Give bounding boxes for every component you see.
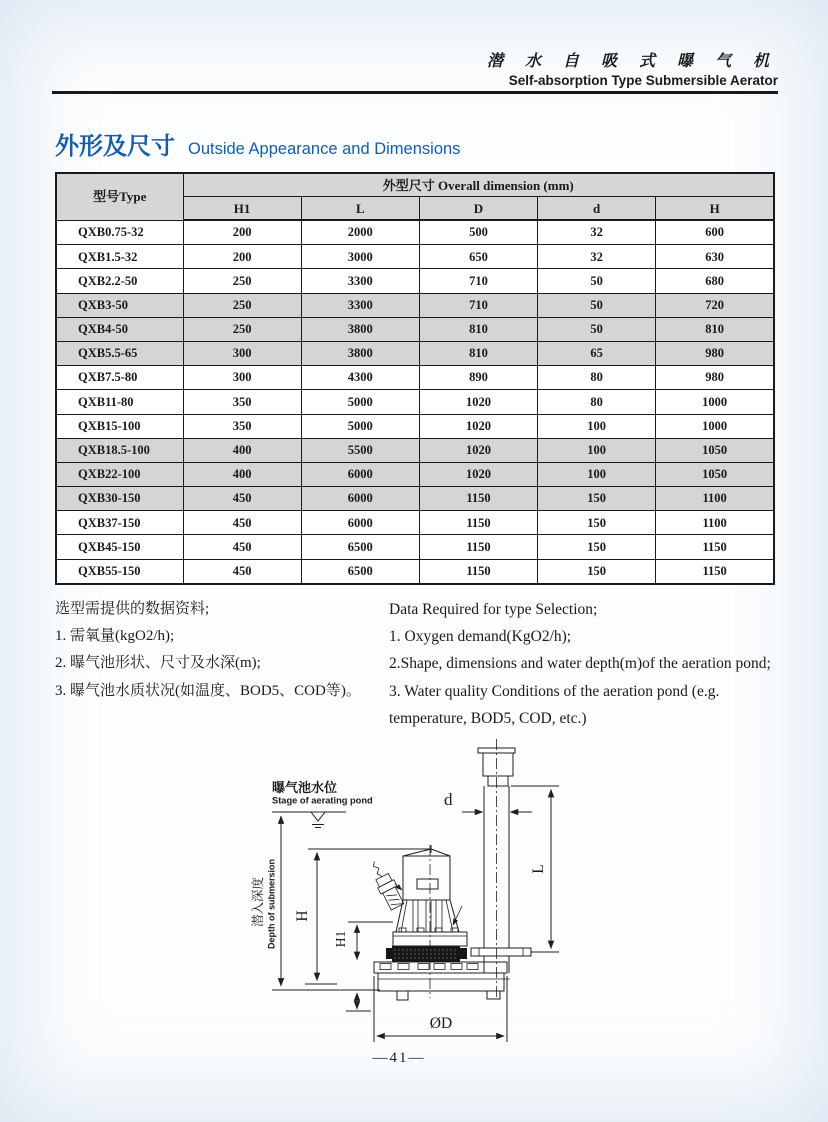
table-row <box>56 414 774 438</box>
dimension-value-cell: 3300 <box>301 293 419 317</box>
dimension-value-cell: 32 <box>538 245 656 269</box>
notes-zh-item-1: 1. 需氧量(kgO2/h); <box>55 628 175 645</box>
selection-notes-en <box>389 596 789 732</box>
dimension-d <box>444 790 532 812</box>
dim-H-label: H <box>294 910 311 922</box>
table-row <box>56 438 774 462</box>
diffuser-end-block-left <box>386 948 392 959</box>
dimension-value-cell: 710 <box>419 269 537 293</box>
notes-zh-title: 选型需提供的数据资料; <box>55 601 210 617</box>
dimension-value-cell: 500 <box>419 220 537 245</box>
brand-title-en: Self-absorption Type Submersible Aerator <box>508 73 778 88</box>
notes-zh-item-3: 3. 曝气池水质状况(如温度、BOD5、COD等)。 <box>55 682 361 699</box>
table-row <box>56 269 774 293</box>
page-header <box>487 48 778 88</box>
dimension-value-cell: 630 <box>656 245 774 269</box>
dimension-value-cell: 6500 <box>301 559 419 584</box>
dimension-table <box>55 172 775 585</box>
section-title <box>55 126 460 161</box>
dimension-H1 <box>333 922 393 1011</box>
dimension-value-cell: 450 <box>183 559 301 584</box>
dimension-value-cell: 1050 <box>656 438 774 462</box>
notes-en-item-3: 3. Water quality Conditions of the aeration pond (e.g. temperature, BOD5, COD, etc.) <box>389 682 720 727</box>
dimension-value-cell: 450 <box>183 487 301 511</box>
dimension-table-body <box>56 220 774 584</box>
dimension-value-cell: 300 <box>183 366 301 390</box>
table-row <box>56 535 774 559</box>
dimension-value-cell: 3800 <box>301 317 419 341</box>
selection-notes-zh <box>55 596 385 705</box>
table-row <box>56 341 774 365</box>
dimension-value-cell: 450 <box>183 535 301 559</box>
dim-OD-label: ØD <box>429 1015 453 1032</box>
dimension-value-cell: 150 <box>538 559 656 584</box>
dimension-value-cell: 890 <box>419 366 537 390</box>
depth-label-en: Depth of submersion <box>266 858 277 950</box>
table-row <box>56 462 774 486</box>
table-row <box>56 366 774 390</box>
dimension-value-cell: 650 <box>419 245 537 269</box>
dim-L-label: L <box>530 864 547 874</box>
dimension-value-cell: 250 <box>183 293 301 317</box>
table-row <box>56 559 774 584</box>
model-type-cell: QXB5.5-65 <box>56 341 183 365</box>
dimension-value-cell: 80 <box>538 390 656 414</box>
dimension-value-cell: 350 <box>183 390 301 414</box>
section-title-zh: 外形及尺寸 <box>55 133 175 160</box>
dim-d-label: d <box>444 790 453 809</box>
dimension-value-cell: 810 <box>656 317 774 341</box>
dimension-value-cell: 4300 <box>301 366 419 390</box>
model-type-cell: QXB15-100 <box>56 414 183 438</box>
dimension-value-cell: 400 <box>183 438 301 462</box>
header-rule <box>52 91 778 94</box>
dimension-value-cell: 100 <box>538 462 656 486</box>
dimension-value-cell: 1150 <box>419 559 537 584</box>
dimension-L <box>511 786 559 952</box>
model-type-cell: QXB11-80 <box>56 390 183 414</box>
dimension-value-cell: 1150 <box>419 487 537 511</box>
dimension-value-cell: 1050 <box>656 462 774 486</box>
model-type-cell: QXB18.5-100 <box>56 438 183 462</box>
notes-en-title: Data Required for type Selection; <box>389 601 598 618</box>
dimension-value-cell: 680 <box>656 269 774 293</box>
diffuser-end-block-right <box>460 948 467 959</box>
dimension-value-cell: 600 <box>656 220 774 245</box>
notes-en-item-1: 1. Oxygen demand(KgO2/h); <box>389 628 572 646</box>
model-type-cell: QXB55-150 <box>56 559 183 584</box>
dimension-value-cell: 710 <box>419 293 537 317</box>
section-title-en: Outside Appearance and Dimensions <box>188 140 461 158</box>
table-row <box>56 220 774 245</box>
model-type-cell: QXB37-150 <box>56 511 183 535</box>
page-number: —41— <box>372 1050 426 1066</box>
dimension-value-cell: 2000 <box>301 220 419 245</box>
dimension-value-cell: 80 <box>538 366 656 390</box>
dimension-value-cell: 1150 <box>419 511 537 535</box>
dimension-value-cell: 1150 <box>656 535 774 559</box>
dimension-value-cell: 1150 <box>656 559 774 584</box>
dimension-value-cell: 1100 <box>656 511 774 535</box>
dimension-value-cell: 980 <box>656 366 774 390</box>
dim-H1-label: H1 <box>333 930 348 948</box>
table-row <box>56 245 774 269</box>
dimension-value-cell: 980 <box>656 341 774 365</box>
brand-title-zh: 潜 水 自 吸 式 曝 气 机 <box>486 53 778 70</box>
table-row <box>56 511 774 535</box>
dimension-value-cell: 50 <box>538 269 656 293</box>
cable-gland <box>366 857 405 911</box>
dimension-value-cell: 3300 <box>301 269 419 293</box>
dimension-value-cell: 1020 <box>419 462 537 486</box>
notes-en-item-2: 2.Shape, dimensions and water depth(m)of the aeration pond; <box>389 655 771 673</box>
dimension-value-cell: 5500 <box>301 438 419 462</box>
dimension-value-cell: 400 <box>183 462 301 486</box>
column-header-l: L <box>301 197 419 221</box>
dimension-value-cell: 810 <box>419 341 537 365</box>
column-header-h: H <box>656 197 774 221</box>
dimension-value-cell: 1150 <box>419 535 537 559</box>
dimension-OD <box>374 976 507 1042</box>
aerator-dimension-diagram <box>228 733 590 1075</box>
table-row <box>56 487 774 511</box>
depth-label-zh: 潜入深度 <box>251 876 265 928</box>
dimension-value-cell: 5000 <box>301 414 419 438</box>
dimension-value-cell: 6000 <box>301 511 419 535</box>
dimension-value-cell: 1020 <box>419 390 537 414</box>
air-intake-pipe <box>471 739 531 1000</box>
dimension-value-cell: 3800 <box>301 341 419 365</box>
submersion-depth-dimension <box>250 816 380 990</box>
dimension-value-cell: 5000 <box>301 390 419 414</box>
dimension-value-cell: 1020 <box>419 414 537 438</box>
dimension-value-cell: 100 <box>538 438 656 462</box>
dimension-value-cell: 6000 <box>301 462 419 486</box>
dimension-value-cell: 3000 <box>301 245 419 269</box>
type-column-header: 型号Type <box>56 173 183 220</box>
water-level-label-zh: 曝气池水位 <box>272 780 338 795</box>
water-level-line <box>272 812 346 828</box>
dimension-value-cell: 6500 <box>301 535 419 559</box>
dimension-value-cell: 200 <box>183 245 301 269</box>
model-type-cell: QXB3-50 <box>56 293 183 317</box>
overall-dimension-header: 外型尺寸 Overall dimension (mm) <box>183 173 774 197</box>
dimension-value-cell: 300 <box>183 341 301 365</box>
dimension-value-cell: 150 <box>538 535 656 559</box>
dimension-value-cell: 50 <box>538 293 656 317</box>
dimension-value-cell: 1000 <box>656 390 774 414</box>
dimension-value-cell: 150 <box>538 511 656 535</box>
model-type-cell: QXB0.75-32 <box>56 220 183 245</box>
dimension-value-cell: 32 <box>538 220 656 245</box>
dimension-value-cell: 200 <box>183 220 301 245</box>
dimension-value-cell: 1000 <box>656 414 774 438</box>
model-type-cell: QXB1.5-32 <box>56 245 183 269</box>
model-type-cell: QXB30-150 <box>56 487 183 511</box>
model-type-cell: QXB7.5-80 <box>56 366 183 390</box>
model-type-cell: QXB45-150 <box>56 535 183 559</box>
table-row <box>56 390 774 414</box>
column-header-d: d <box>538 197 656 221</box>
dimension-value-cell: 350 <box>183 414 301 438</box>
dimension-value-cell: 6000 <box>301 487 419 511</box>
model-type-cell: QXB2.2-50 <box>56 269 183 293</box>
dimension-value-cell: 450 <box>183 511 301 535</box>
water-level-label-en: Stage of aerating pond <box>272 795 373 806</box>
column-header-d-cap: D <box>419 197 537 221</box>
dimension-value-cell: 50 <box>538 317 656 341</box>
dimension-value-cell: 810 <box>419 317 537 341</box>
dimension-value-cell: 100 <box>538 414 656 438</box>
table-row <box>56 293 774 317</box>
dimension-value-cell: 250 <box>183 269 301 293</box>
dimension-H <box>294 849 431 984</box>
dimension-value-cell: 1100 <box>656 487 774 511</box>
model-type-cell: QXB4-50 <box>56 317 183 341</box>
dimension-value-cell: 250 <box>183 317 301 341</box>
model-type-cell: QXB22-100 <box>56 462 183 486</box>
notes-zh-item-2: 2. 曝气池形状、尺寸及水深(m); <box>55 655 261 672</box>
dimension-value-cell: 1020 <box>419 438 537 462</box>
dimension-value-cell: 65 <box>538 341 656 365</box>
column-header-h1: H1 <box>183 197 301 221</box>
dimension-value-cell: 150 <box>538 487 656 511</box>
dimension-value-cell: 720 <box>656 293 774 317</box>
table-row <box>56 317 774 341</box>
